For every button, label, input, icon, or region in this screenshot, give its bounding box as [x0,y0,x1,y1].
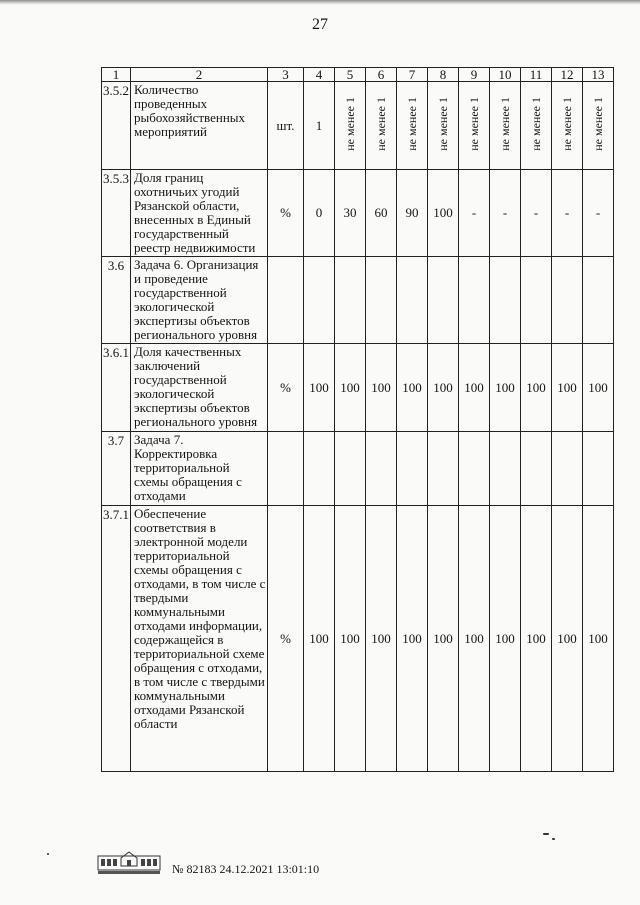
table-row [102,170,614,257]
header-row [102,68,614,82]
row-name: Обеспечение соответствия в электронной модели территориальной схемы обращения с отходами, в том числе с твердыми коммунальными отходами информации, содержащейся в территориальной схеме обращения с отходами, в том числе с твердыми коммунальными отходами Рязанской области [131,506,268,772]
header-cell: 12 [552,68,583,82]
value-cell: 60 [366,170,397,257]
value-cell [459,432,490,506]
header-cell: 13 [583,68,614,82]
value-cell: 100 [521,506,552,772]
row-name: Задача 7. Корректировка территориальной схемы обращения с отходами [131,432,268,506]
row-unit: % [268,170,304,257]
scan-speck [552,838,555,840]
row-number: 3.6.1 [102,344,131,432]
value-cell: не менее 1 [497,97,512,151]
header-cell: 6 [366,68,397,82]
value-cell: не менее 1 [559,97,574,151]
value-cell [490,432,521,506]
row-base: 0 [304,170,335,257]
value-cell: - [583,170,614,257]
row-unit: шт. [268,82,304,170]
value-cell: не менее 1 [466,97,481,151]
value-cell: - [490,170,521,257]
row-base: 100 [304,506,335,772]
value-cell: не менее 1 [342,97,357,151]
header-cell: 3 [268,68,304,82]
header-cell: 9 [459,68,490,82]
value-cell: 100 [428,170,459,257]
row-name: Количество проведенных рыбохозяйственных мероприятий [131,82,268,170]
value-cell: 100 [583,506,614,772]
value-cell [397,257,428,344]
value-cell [583,257,614,344]
header-cell: 11 [521,68,552,82]
value-cell [397,432,428,506]
row-number: 3.5.3 [102,170,131,257]
header-cell: 8 [428,68,459,82]
value-cell [428,257,459,344]
value-cell: 100 [490,344,521,432]
value-cell: - [459,170,490,257]
value-cell: 100 [490,506,521,772]
stamp-emblem-icon [97,847,161,875]
value-cell [366,257,397,344]
value-cell [366,432,397,506]
value-cell: 100 [459,344,490,432]
row-base [304,257,335,344]
value-cell: 100 [428,506,459,772]
value-cell: 100 [459,506,490,772]
row-number: 3.5.2 [102,82,131,170]
table-row [102,506,614,772]
row-unit: % [268,344,304,432]
value-cell: 100 [428,344,459,432]
value-cell: не менее 1 [373,97,388,151]
table-row [102,82,614,170]
row-name: Доля качественных заключений государственной экологической экспертизы объектов регионального уровня [131,344,268,432]
row-unit [268,257,304,344]
page-number: 27 [312,16,328,33]
value-cell: 30 [335,170,366,257]
header-cell: 1 [102,68,131,82]
value-cell [583,432,614,506]
value-cell [521,432,552,506]
row-number: 3.7.1 [102,506,131,772]
value-cell: 100 [335,506,366,772]
header-cell: 2 [131,68,268,82]
row-number: 3.7 [102,432,131,506]
value-cell: не менее 1 [590,97,605,151]
scan-edge [0,0,640,5]
row-base: 100 [304,344,335,432]
value-cell: 100 [552,506,583,772]
value-cell [552,432,583,506]
value-cell: не менее 1 [404,97,419,151]
value-cell: 100 [521,344,552,432]
document-registration-mark: № 82183 24.12.2021 13:01:10 [172,862,320,876]
value-cell: 100 [552,344,583,432]
row-name: Задача 6. Организация и проведение государственной экологической экспертизы объектов регионального уровня [131,257,268,344]
header-cell: 7 [397,68,428,82]
value-cell: 100 [366,506,397,772]
value-cell: - [552,170,583,257]
value-cell [490,257,521,344]
row-base [304,432,335,506]
value-cell [521,257,552,344]
value-cell: 90 [397,170,428,257]
header-cell: 4 [304,68,335,82]
value-cell [428,432,459,506]
scan-speck [47,853,49,855]
table-row [102,432,614,506]
value-cell: 100 [366,344,397,432]
row-number: 3.6 [102,257,131,344]
value-cell [335,432,366,506]
value-cell [459,257,490,344]
value-cell: 100 [335,344,366,432]
value-cell: не менее 1 [435,97,450,151]
value-cell: 100 [397,506,428,772]
header-cell: 10 [490,68,521,82]
value-cell: - [521,170,552,257]
row-unit: % [268,506,304,772]
indicators-table [101,67,614,772]
header-cell: 5 [335,68,366,82]
value-cell: 100 [397,344,428,432]
value-cell: не менее 1 [528,97,543,151]
value-cell [335,257,366,344]
row-unit [268,432,304,506]
value-cell: 100 [583,344,614,432]
table-row [102,344,614,432]
row-base: 1 [304,82,335,170]
table-row [102,257,614,344]
value-cell [552,257,583,344]
scan-speck [543,833,549,835]
row-name: Доля границ охотничьих угодий Рязанской области, внесенных в Единый государственный реестр недвижимости [131,170,268,257]
